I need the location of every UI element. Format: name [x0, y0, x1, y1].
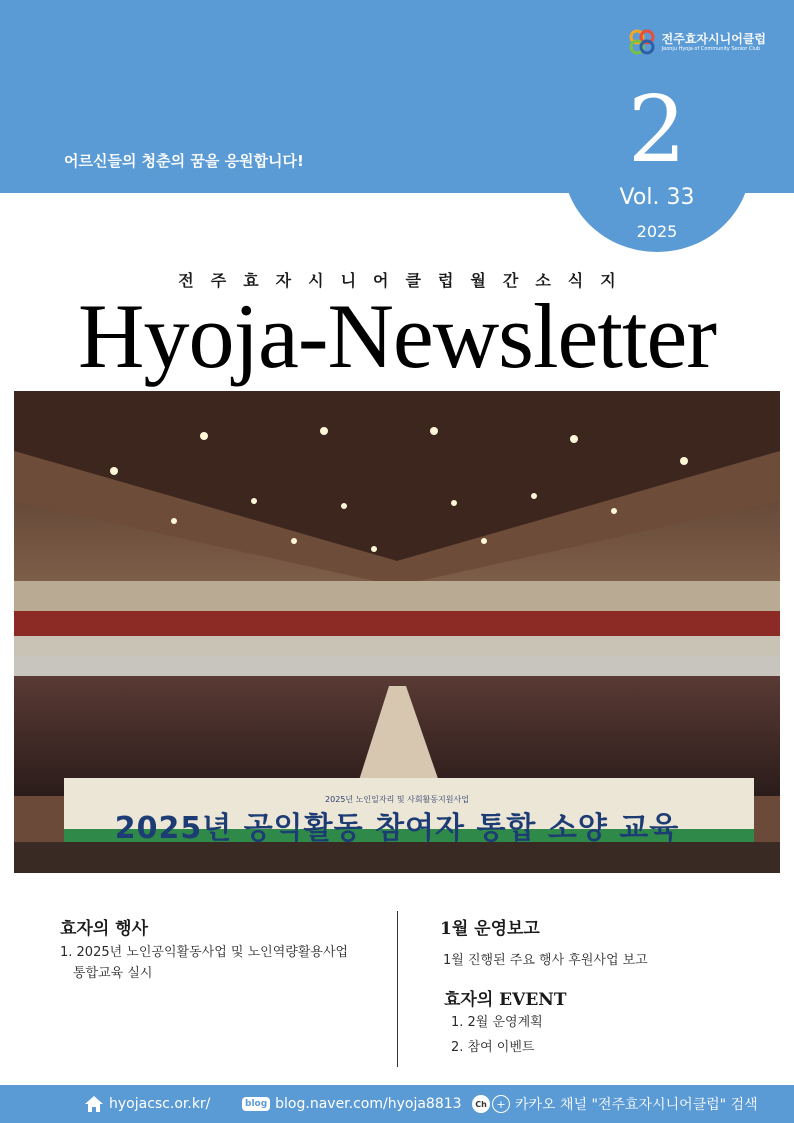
section-title-events: 효자의 행사 [60, 919, 149, 939]
newsletter-subtitle: 전주효자시니어클럽월간소식지 [178, 271, 633, 290]
cover-photo [14, 391, 780, 873]
kakao-channel-icon: Ch + [472, 1095, 510, 1113]
footer-kakao-link[interactable] [472, 1085, 758, 1123]
club-logo-subname: Jeonju Hyoja of Community Senior Club [661, 45, 761, 52]
club-logo-name: 전주효자시니어클럽 [661, 31, 766, 46]
footer-blog-link[interactable] [242, 1085, 462, 1123]
footer-home-link[interactable] [84, 1085, 210, 1123]
footer-bar [0, 1085, 794, 1123]
event-item-2: 2. 참여 이벤트 [451, 1040, 535, 1055]
section-title-report: 1월 운영보고 [440, 919, 540, 939]
issue-year: 2025 [636, 222, 678, 241]
blog-icon: blog [242, 1097, 270, 1111]
slogan: 어르신들의 청춘의 꿈을 응원합니다! [64, 152, 304, 170]
event-item-1: 1. 2월 운영계획 [451, 1015, 543, 1030]
club-logo[interactable] [628, 28, 766, 56]
issue-month: 2 [627, 76, 687, 183]
blog-url: blog.naver.com/hyoja8813 [275, 1096, 462, 1112]
club-logo-icon [628, 28, 656, 56]
events-item-1-cont: 통합교육 실시 [73, 966, 153, 981]
section-title-event: 효자의 EVENT [444, 990, 567, 1010]
banner-subtitle: 2025년 노인일자리 및 사회활동지원사업 [325, 795, 469, 804]
report-text: 1월 진행된 주요 행사 후원사업 보고 [443, 953, 648, 968]
events-item-1: 1. 2025년 노인공익활동사업 및 노인역량활용사업 [60, 945, 349, 960]
home-url: hyojacsc.or.kr/ [109, 1096, 211, 1112]
newsletter-masthead: Hyoja-Newsletter [78, 285, 716, 387]
issue-volume: Vol. 33 [619, 185, 695, 210]
home-icon [84, 1095, 104, 1113]
column-divider [397, 911, 398, 1067]
banner-title: 2025년 공익활동 참여자 통합 소양 교육 [114, 811, 680, 846]
kakao-channel-text: 카카오 채널 "전주효자시니어클럽" 검색 [515, 1097, 758, 1113]
